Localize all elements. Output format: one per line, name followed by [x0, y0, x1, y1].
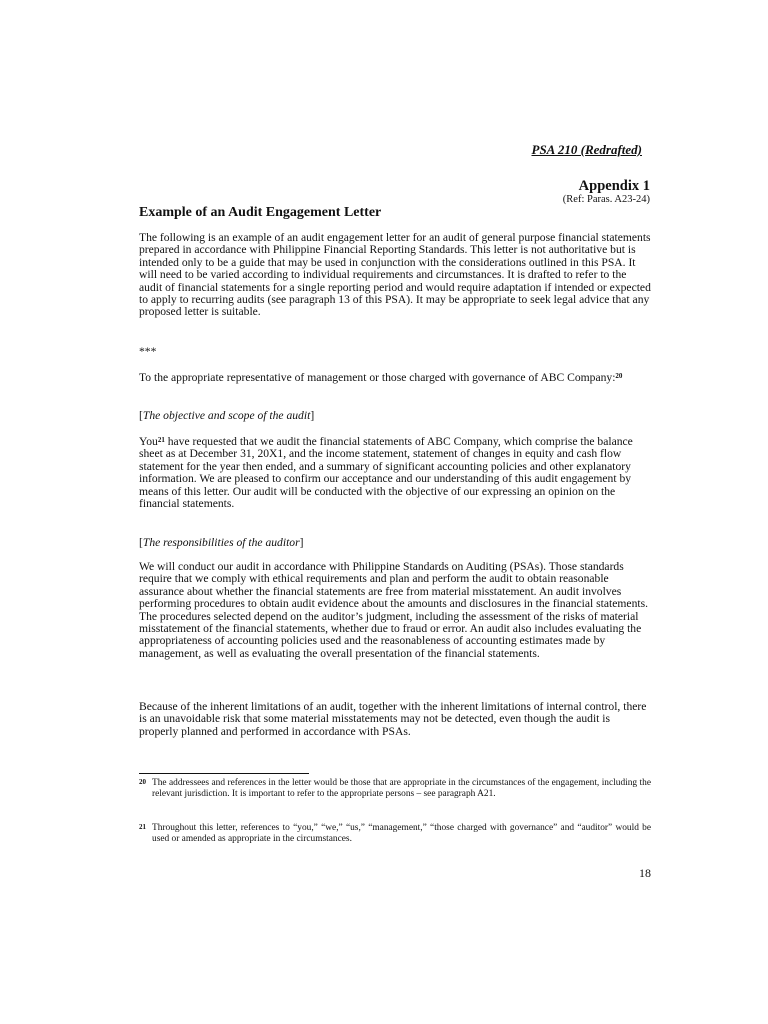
- request-text: have requested that we audit the financial statements of ABC Company, which comprise the balance sheet as at December 31, 20X1, and the income statement, statement of changes in equity and cash flow statement for the year then ended, and a summary of significant accounting policies and other explanatory information. We are pleased to confirm our acceptance and our understanding of this audit engagement by means of this letter. Our audit will be conducted with the objective of our expressing an opinion on the financial statements.: [139, 435, 633, 511]
- section-heading-objective: [139, 410, 651, 422]
- appendix-reference: (Ref: Paras. A23-24): [562, 194, 650, 205]
- footnote-divider: [139, 773, 309, 774]
- footnote-text: The addressees and references in the letter would be those that are appropriate in the circumstances of the engagement, including the relevant jurisdiction. It is important to refer to the appropriate persons – see paragraph A21.: [152, 778, 651, 799]
- bracket-close: ]: [299, 536, 304, 549]
- page-number: 18: [639, 866, 651, 880]
- limitations-paragraph: [139, 701, 651, 738]
- bracket-open: [: [139, 536, 143, 549]
- document-title: Example of an Audit Engagement Letter: [139, 205, 382, 220]
- intro-text: The following is an example of an audit engagement letter for an audit of general purpose financial statements prepared in accordance with Philippine Financial Reporting Standards. This letter is not authoritative but is intended only to be a guide that may be used in conjunction with the considerations outlined in this PSA. It will need to be varied according to individual requirements and circumstances. It is drafted to refer to the audit of financial statements for a single reporting period and would require adaptation if intended or expected to apply to recurring audits (see paragraph 13 of this PSA). It may be appropriate to seek legal advice that any proposed letter is suitable.: [139, 231, 651, 319]
- bracket-close: ]: [310, 409, 315, 422]
- footnote-ref-20: 20: [615, 372, 623, 380]
- standard-reference: PSA 210 (Redrafted): [531, 142, 642, 157]
- conduct-paragraph: [139, 561, 651, 660]
- heading-objective-text: The objective and scope of the audit: [142, 409, 311, 422]
- footnote-number: 20: [139, 778, 146, 786]
- conduct-text: We will conduct our audit in accordance with Philippine Standards on Auditing (PSAs). Those standards require that we comply with ethical requirements and plan and perform the audit to obtain reasonable assurance about whether the financial statements are free from material misstatement. An audit involves performing procedures to obtain audit evidence about the amounts and disclosures in the financial statements. The procedures selected depend on the auditor’s judgment, including the assessment of the risks of material misstatement of the financial statements, whether due to fraud or error. An audit also includes evaluating the appropriateness of accounting policies used and the reasonableness of accounting estimates made by management, as well as evaluating the overall presentation of the financial statements.: [139, 560, 649, 660]
- request-paragraph: [139, 436, 651, 510]
- bracket-open: [: [139, 409, 143, 422]
- separator-text: ***: [139, 345, 157, 358]
- intro-paragraph: [139, 232, 651, 319]
- footnote-number: 21: [139, 823, 146, 831]
- footnote-20: [139, 778, 651, 799]
- limitations-text: Because of the inherent limitations of an audit, together with the inherent limitations of internal control, there is an unavoidable risk that some material misstatements may not be detected, even though the audit is properly planned and performed in accordance with PSAs.: [139, 700, 647, 738]
- footnote-ref-21: 21: [157, 436, 165, 444]
- appendix-title: Appendix 1: [578, 178, 650, 194]
- separator: [139, 346, 651, 358]
- footnote-text: Throughout this letter, references to “you,” “we,” “us,” “management,” “those charged with governance” and “auditor” would be used or amended as appropriate in the circumstances.: [152, 823, 651, 844]
- you-word: You: [139, 435, 158, 448]
- section-heading-responsibilities: [139, 537, 651, 549]
- addressee-paragraph: [139, 372, 651, 384]
- heading-responsibilities-text: The responsibilities of the auditor: [142, 536, 300, 549]
- footnote-21: [139, 823, 651, 844]
- addressee-text: To the appropriate representative of management or those charged with governance of ABC Company:: [139, 371, 616, 384]
